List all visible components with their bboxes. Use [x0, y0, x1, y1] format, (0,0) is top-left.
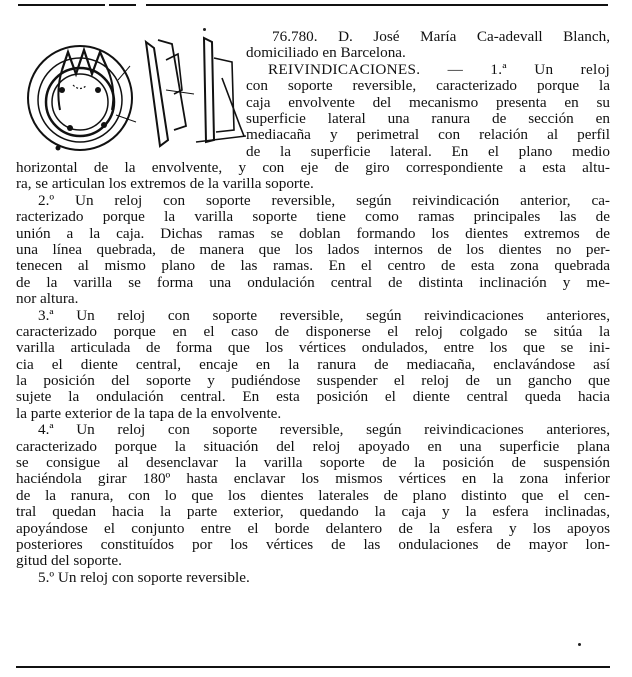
applicant-residence: domiciliado en Barcelona. — [246, 44, 406, 62]
claim-3-line: varilla articulada de forma que los vértices ondulados, entre los que se ini- — [16, 339, 610, 357]
claim-1-line: superficie lateral una ranura de sección en — [246, 109, 610, 127]
patent-header-block — [246, 29, 610, 160]
claim-4-line: tral quedan hacia la parte exterior, quedando la caja y la esfera inclinadas, — [16, 503, 610, 521]
claim-3-line: la parte exterior de la tapa de la envolvente. — [16, 404, 282, 422]
claim-1-line: caja envolvente del mecanismo presenta en su — [246, 93, 610, 111]
speck — [578, 643, 581, 646]
claim-1-line: de la superficie lateral. En el plano medio — [246, 142, 610, 160]
claim-2-line: de la varilla se forma una ondulación central de distinta inclinación y me- — [16, 273, 610, 291]
clock-bolts — [56, 87, 108, 151]
claim-1-line: mediacaña y perimetral con relación al perfil — [246, 126, 610, 144]
claim-1-line: ra, se articulan los extremos de la varilla soporte. — [16, 175, 314, 193]
claim-2-line: nor altura. — [16, 290, 79, 308]
top-rule-gap — [136, 3, 146, 7]
clock-profile-view — [196, 38, 246, 142]
claim-2-line: unión a la caja. Dichas ramas se doblan formando los dientes extremos de — [16, 224, 610, 242]
claim-2-line: 2.º Un reloj con soporte reversible, según reivindicación anterior, ca- — [38, 191, 610, 209]
claim-4-line: 4.ª Un reloj con soporte reversible, según reivindicaciones anteriores, — [38, 421, 610, 439]
claim-4-line: de la ranura, con lo que los dientes laterales de plano distinto que el cen- — [16, 486, 610, 504]
claim-1-line: con soporte reversible, caracterizado porque la — [246, 77, 610, 95]
claim-3-line: cia el diente central, encaje en la ranura de mediacaña, enclavándose así — [16, 355, 610, 373]
claim-3-line: caracterizado porque en el caso de disponerse el reloj colgado se sitúa la — [16, 322, 610, 340]
claim-4-line: gitud del soporte. — [16, 552, 122, 570]
patent-figure-icon — [18, 30, 246, 158]
claim-3-line: sujete la ondulación central. En esta posición el diente central queda hacia — [16, 388, 610, 406]
claim-3-line: 3.ª Un reloj con soporte reversible, según reivindicaciones anteriores, — [38, 306, 610, 324]
patent-number-applicant: 76.780. D. José María Ca-adevall Blanch, — [272, 28, 610, 45]
claim-4-line: apoyándose el conjunto entre el borde delantero de la esfera y los apoyos — [16, 519, 610, 537]
claim-2-line: racterizado porque la varilla soporte tiene como ramas principales las de — [16, 208, 610, 226]
claim-3-line: la posición del soporte y pudiéndose suspender el reloj de un gancho que — [16, 372, 610, 390]
claims-body — [16, 160, 610, 586]
claim-4-line: haciéndola girar 180º hasta enclavar los mismos vértices en la zona inferior — [16, 470, 610, 488]
clock-front-view — [28, 46, 136, 150]
top-rule-gap — [105, 3, 109, 7]
claim-4-line: se consigue al desenclavar la varilla soporte de la posición de suspensión — [16, 454, 610, 472]
claim-4-line: caracterizado porque la situación del reloj apoyado en una superficie plana — [16, 437, 610, 455]
clock-side-view — [146, 40, 194, 146]
claim-1-line: horizontal de la envolvente, y con eje de giro correspondiente a esta altu- — [16, 159, 610, 176]
claim-2-line: tenecen al mismo plano de las ramas. En el centro de esta zona quebrada — [16, 257, 610, 275]
claim-4-line: posteriores constituídos por los vértices de las ondulaciones de mayor lon- — [16, 535, 610, 553]
bottom-rule — [16, 666, 610, 668]
claim-2-line: una línea quebrada, de manera que los lados internos de los dientes no per- — [16, 240, 610, 258]
claims-heading: REIVINDICACIONES. — 1.ª Un reloj — [268, 60, 610, 78]
claim-5-line: 5.º Un reloj con soporte reversible. — [38, 568, 250, 586]
